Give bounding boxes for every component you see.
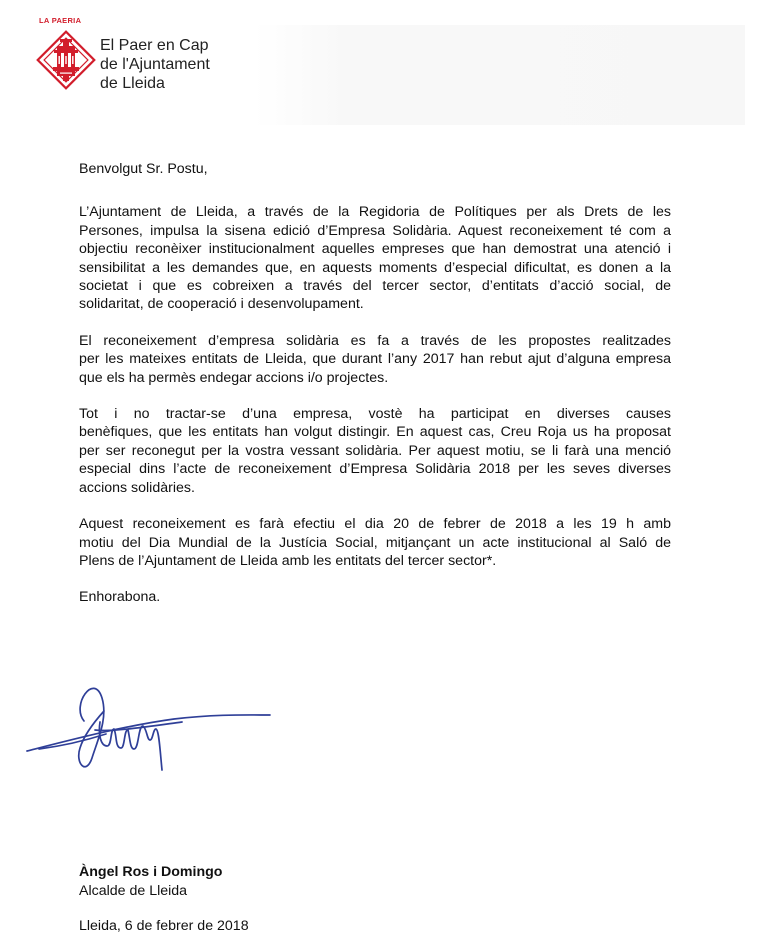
faded-letterhead-background: [255, 25, 745, 125]
paragraph-3-line-1: Tot i no tractar-se d’una empresa, vostè ha participat en diverses causes: [79, 406, 671, 423]
paragraph-2-line-2: per les mateixes entitats de Lleida, que durant l’any 2017 han rebut ajut d’alguna empresa: [79, 351, 671, 368]
paragraph-1-line-1: L’Ajuntament de Lleida, a través de la Regidoria de Polítiques per als Drets de les: [79, 204, 671, 221]
signatory-role: Alcalde de Lleida: [79, 883, 188, 899]
paragraph-1-line-2: Persones, impulsa la sisena edició d’Empresa Solidària. Aquest reconeixement té com a: [79, 222, 671, 239]
signatory-name: Àngel Ros i Domingo: [79, 864, 223, 880]
paragraph-3: [79, 405, 671, 497]
paragraph-2: [79, 332, 671, 387]
paragraph-4-line-1: Aquest reconeixement es farà efectiu el dia 20 de febrer de 2018 a les 19 h amb: [79, 516, 671, 533]
paragraph-3-line-5: accions solidàries.: [79, 479, 195, 496]
paragraph-3-line-2: benèfiques, que les entitats han volgut distingir. En aquest cas, Creu Roja us ha proposat: [79, 424, 671, 441]
paragraph-3-line-3: per ser reconegut per la vostra vessant solidària. Per aquest motiu, se li farà una menció: [79, 442, 671, 459]
closing: Enhorabona.: [79, 589, 161, 606]
paragraph-1-line-3: objectiu reconèixer institucionalment aquelles empreses que han demostrat una atenció i: [79, 241, 671, 258]
office-title: [100, 36, 260, 93]
handwritten-signature-icon: [26, 672, 278, 786]
paragraph-2-line-1: El reconeixement d’empresa solidària es fa a través de les propostes realitzades: [79, 332, 671, 349]
paragraph-4-line-3: Plens de l’Ajuntament de Lleida amb les entitats del tercer sector*.: [79, 552, 497, 569]
salutation: Benvolgut Sr. Postu,: [79, 161, 208, 177]
paragraph-2-line-3: que els ha permès endegar accions i/o projectes.: [79, 369, 389, 386]
paragraph-4: [79, 515, 671, 570]
paragraph-1-line-4: sensibilitat a les demandes que, en aquests moments d’especial dificultat, es donen a la: [79, 259, 671, 276]
paragraph-1-line-5: societat i que es cobreixen a través del tercer sector, d’entitats d’acció social, de: [79, 278, 671, 295]
city-council-coat-of-arms-logo-icon: [35, 29, 97, 91]
office-title-line-2: de l'Ajuntament: [100, 56, 210, 73]
office-title-line-1: El Paer en Cap: [100, 37, 209, 54]
place-date: Lleida, 6 de febrer de 2018: [79, 918, 249, 934]
paragraph-1: [79, 203, 671, 313]
paragraph-4-line-2: motiu del Dia Mundial de la Justícia Social, mitjançant un acte institucional al Saló de: [79, 534, 671, 551]
brand-label: LA PAERIA: [39, 16, 82, 25]
paragraph-3-line-4: especial dins l’acte de reconeixement d’Empresa Solidària 2018 per les seves diverses: [79, 461, 671, 478]
office-title-line-3: de Lleida: [100, 75, 165, 92]
paragraph-1-line-6: solidaritat, de cooperació i desenvolupament.: [79, 296, 364, 313]
letter-body: [79, 160, 671, 607]
